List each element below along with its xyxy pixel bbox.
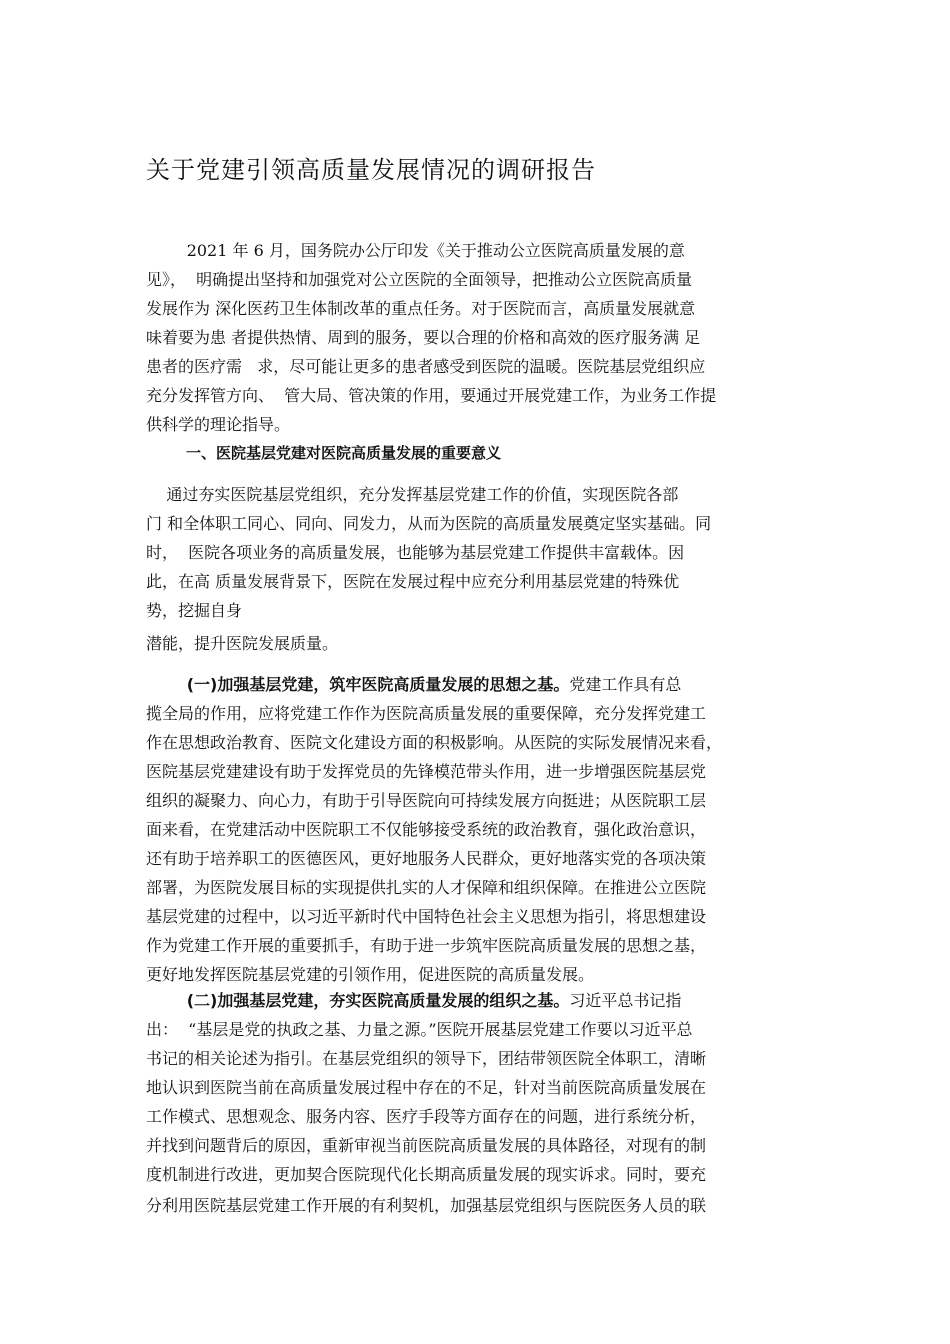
- subsection-b-first-line: 习近平总书记指: [569, 991, 682, 1010]
- text-line: 2021 年 6 月，国务院办公厅印发《关于推动公立医院高质量发展的意: [146, 241, 685, 260]
- text-line: 门 和全体职工同心、同向、同发力，从而为医院的高质量发展奠定坚实基础。同: [146, 514, 712, 533]
- text-line: 潜能，提升医院发展质量。: [146, 634, 339, 653]
- text-line: 作在思想政治教育、医院文化建设方面的积极影响。从医院的实际发展情况来看，: [146, 733, 723, 752]
- text-line: 分利用医院基层党建工作开展的有利契机，加强基层党组织与医院医务人员的联: [146, 1196, 707, 1215]
- text-line: 工作模式、思想观念、服务内容、医疗手段等方面存在的问题，进行系统分析，: [146, 1107, 707, 1126]
- subsection-a-paragraph: [146, 670, 816, 989]
- text-line: 书记的相关论述为指引。在基层党组织的领导下，团结带领医院全体职工，清晰: [146, 1049, 707, 1068]
- intro-paragraph: [146, 236, 816, 439]
- text-line: 基层党建的过程中，以习近平新时代中国特色社会主义思想为指引，将思想建设: [146, 907, 707, 926]
- subsection-b-paragraph: [146, 986, 816, 1189]
- text-line: 势，挖掘自身: [146, 601, 243, 620]
- subsection-a-first-line: 党建工作具有总: [569, 675, 682, 694]
- text-line: 此，在高 质量发展背景下，医院在发展过程中应充分利用基层党建的特殊优: [146, 572, 680, 591]
- text-line: [146, 986, 816, 1015]
- section1-paragraph-continued: [146, 629, 816, 658]
- text-line: 供科学的理论指导。: [146, 415, 291, 434]
- text-line: 味着要为患 者提供热情、周到的服务，要以合理的价格和高效的医疗服务满 足: [146, 328, 701, 347]
- text-line: 地认识到医院当前在高质量发展过程中存在的不足，针对当前医院高质量发展在: [146, 1078, 707, 1097]
- subsection-b-paragraph-continued: [146, 1191, 816, 1220]
- text-line: 更好地发挥医院基层党建的引领作用，促进医院的高质量发展。: [146, 965, 595, 984]
- text-line: [146, 670, 816, 699]
- document-title: 关于党建引领高质量发展情况的调研报告: [146, 156, 596, 184]
- text-line: 并找到问题背后的原因，重新审视当前医院高质量发展的具体路径，对现有的制: [146, 1136, 707, 1155]
- text-line: 充分发挥管方向、 管大局、管决策的作用，要通过开展党建工作，为业务工作提: [146, 386, 717, 405]
- text-line: 部署，为医院发展目标的实现提供扎实的人才保障和组织保障。在推进公立医院: [146, 878, 707, 897]
- section-heading: 一、医院基层党建对医院高质量发展的重要意义: [186, 444, 502, 462]
- text-line: 患者的医疗需 求，尽可能让更多的患者感受到医院的温暖。医院基层党组织应: [146, 357, 706, 376]
- text-line: 发展作为 深化医药卫生体制改革的重点任务。对于医院而言，高质量发展就意: [146, 299, 696, 318]
- text-line: 揽全局的作用，应将党建工作作为医院高质量发展的重要保障，充分发挥党建工: [146, 704, 707, 723]
- subsection-a-lead: (一)加强基层党建，筑牢医院高质量发展的思想之基。: [186, 675, 570, 694]
- text-line: 医院基层党建建设有助于发挥党员的先锋模范带头作用，进一步增强医院基层党: [146, 762, 707, 781]
- text-line: 度机制进行改进，更加契合医院现代化长期高质量发展的现实诉求。同时，要充: [146, 1165, 707, 1184]
- text-line: 还有助于培养职工的医德医风，更好地服务人民群众，更好地落实党的各项决策: [146, 849, 707, 868]
- text-line: 见》， 明确提出坚持和加强党对公立医院的全面领导，把推动公立医院高质量: [146, 270, 693, 289]
- text-line: 作为党建工作开展的重要抓手，有助于进一步筑牢医院高质量发展的思想之基，: [146, 936, 707, 955]
- subsection-b-lead: (二)加强基层党建，夯实医院高质量发展的组织之基。: [186, 991, 570, 1010]
- text-line: 组织的凝聚力、向心力，有助于引导医院向可持续发展方向挺进；从医院职工层: [146, 791, 707, 810]
- text-line: 出： “基层是党的执政之基、力量之源。”医院开展基层党建工作要以习近平总: [146, 1020, 693, 1039]
- text-line: 通过夯实医院基层党组织，充分发挥基层党建工作的价值，实现医院各部: [146, 485, 679, 504]
- text-line: 时， 医院各项业务的高质量发展，也能够为基层党建工作提供丰富载体。因: [146, 543, 685, 562]
- text-line: 面来看，在党建活动中医院职工不仅能够接受系统的政治教育，强化政治意识，: [146, 820, 707, 839]
- section1-paragraph: [146, 480, 816, 625]
